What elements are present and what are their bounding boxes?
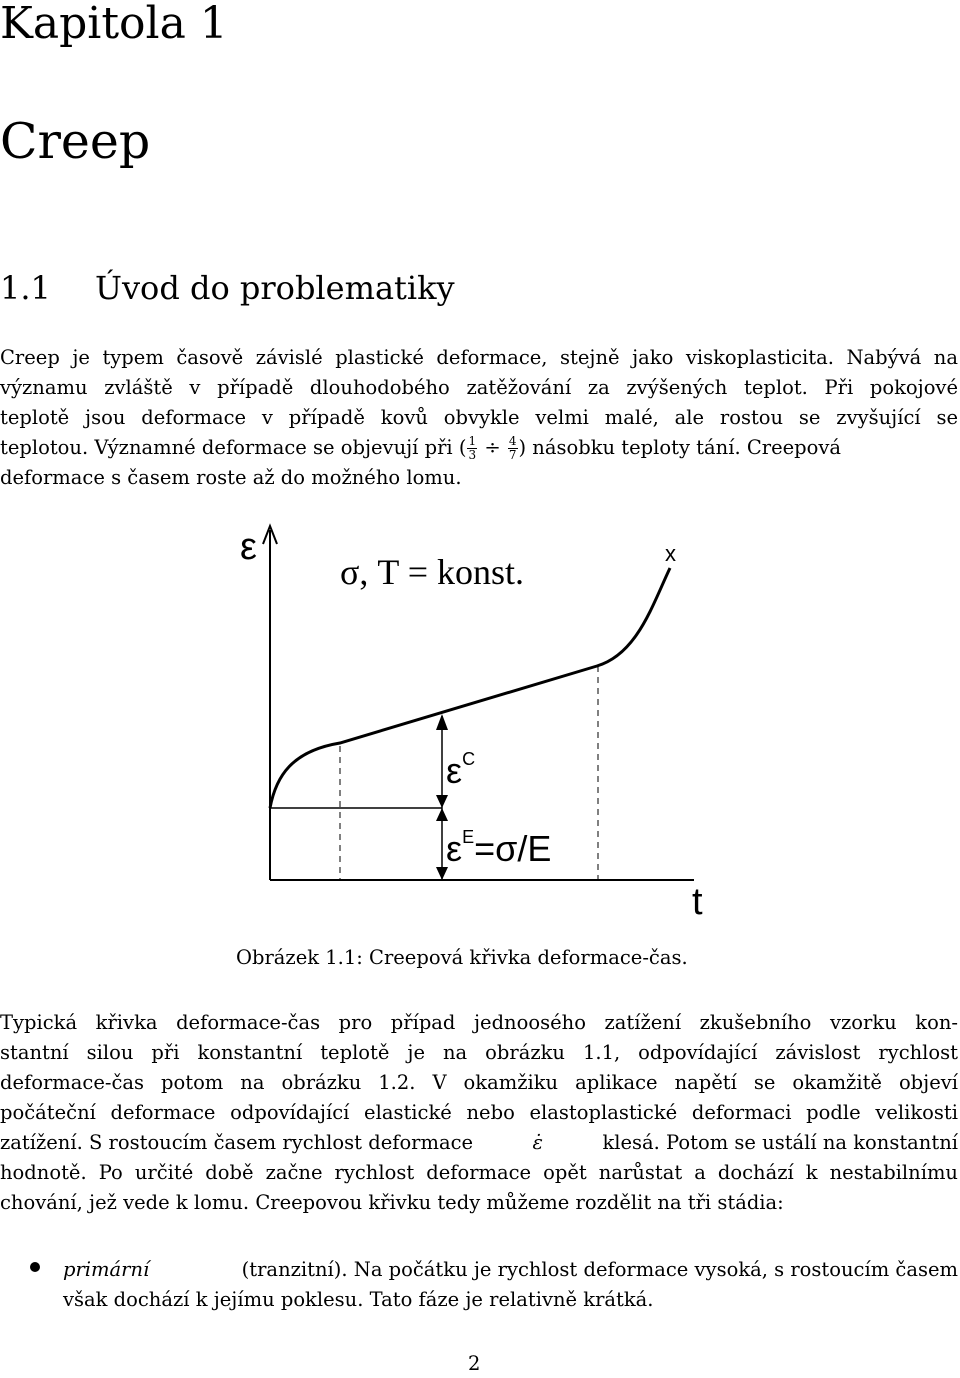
- elastic-strain-symbol: ε: [446, 828, 463, 869]
- list-item: [63, 1255, 958, 1315]
- intro-line-fraction: [0, 433, 958, 463]
- elastic-strain-label: [446, 816, 551, 870]
- body-line: stantní silou při konstantní teplotě je na obrázku 1.1, odpovídající závislost rychlost: [0, 1041, 958, 1064]
- body-line: deformace-čas potom na obrázku 1.2. V okamžiku aplikace napětí se okamžitě objeví: [0, 1071, 958, 1094]
- section-heading: [0, 268, 455, 308]
- intro-paragraph: [0, 343, 958, 493]
- figure-caption: Obrázek 1.1: Creepová křivka deformace-čas.: [236, 946, 688, 969]
- intro-line: Creep je typem časově závislé plastické deformace, stejně jako viskoplasticita. Nabývá na: [0, 346, 958, 369]
- body-text: zatížení. S rostoucím časem rychlost deformace: [0, 1131, 474, 1154]
- arrow-head: [436, 795, 448, 808]
- elastic-strain-formula: =σ/E: [474, 828, 552, 869]
- fraction-four-sevenths: $\frac{4}{7}$: [508, 434, 517, 462]
- elastic-strain-superscript: E: [462, 827, 475, 847]
- intro-text: teplotou. Významné deformace se objevují při (: [0, 436, 467, 459]
- bullet-icon: [30, 1262, 40, 1272]
- condition-label: σ, T = konst.: [340, 552, 525, 592]
- intro-text: ) násobku teploty tání. Creepová: [518, 436, 842, 459]
- division-sign: ÷: [484, 436, 501, 459]
- creep-curve-figure: [232, 516, 752, 926]
- chapter-title: Creep: [0, 113, 151, 170]
- arrow-head: [436, 714, 448, 730]
- body-line: Typická křivka deformace-čas pro případ jednoosého zatížení zkušebního vzorku kon-: [0, 1011, 958, 1034]
- chapter-heading: Kapitola 1: [0, 0, 228, 49]
- fraction-one-third: $\frac{1}{3}$: [468, 434, 477, 462]
- body-line: počáteční deformace odpovídající elastické nebo elastoplastické deformaci podle velikosti: [0, 1101, 958, 1124]
- page-number: 2: [468, 1352, 481, 1375]
- body-line: hodnotě. Po určité době začne rychlost deformace opět narůstat a dochází k nestabilnímu: [0, 1161, 958, 1184]
- body-paragraph: [0, 1008, 958, 1218]
- intro-line: významu zvláště v případě dlouhodobého zatěžování za zvýšených teplot. Při pokojové: [0, 376, 958, 399]
- body-line-symbol: [0, 1128, 958, 1158]
- creep-strain-symbol: ε: [446, 750, 463, 791]
- creep-strain-label: [446, 738, 475, 792]
- list-item-line: [63, 1255, 958, 1285]
- list-item-line: však dochází k jejímu poklesu. Tato fáze je relativně krátká.: [63, 1288, 654, 1311]
- list-item-text: (tranzitní). Na počátku je rychlost deformace vysoká, s rostoucím časem: [241, 1258, 958, 1281]
- body-line: chování, jež vede k lomu. Creepovou křivku tedy můžeme rozdělit na tři stádia:: [0, 1191, 784, 1214]
- strain-rate-symbol: ε̇: [532, 1131, 543, 1154]
- strain-axis-label: ε: [240, 526, 257, 568]
- fracture-mark: x: [665, 541, 676, 566]
- body-text: klesá. Potom se ustálí na konstantní: [602, 1131, 958, 1154]
- intro-line: teplotě jsou deformace v případě kovů obvykle velmi malé, ale rostou se zvyšující se: [0, 406, 958, 429]
- section-number: 1.1: [0, 269, 51, 307]
- intro-line: deformace s časem roste až do možného lomu.: [0, 466, 462, 489]
- list-item-term: primární: [63, 1258, 150, 1281]
- section-title: Úvod do problematiky: [95, 269, 455, 307]
- time-axis-label: t: [692, 881, 703, 923]
- creep-strain-superscript: C: [462, 749, 476, 769]
